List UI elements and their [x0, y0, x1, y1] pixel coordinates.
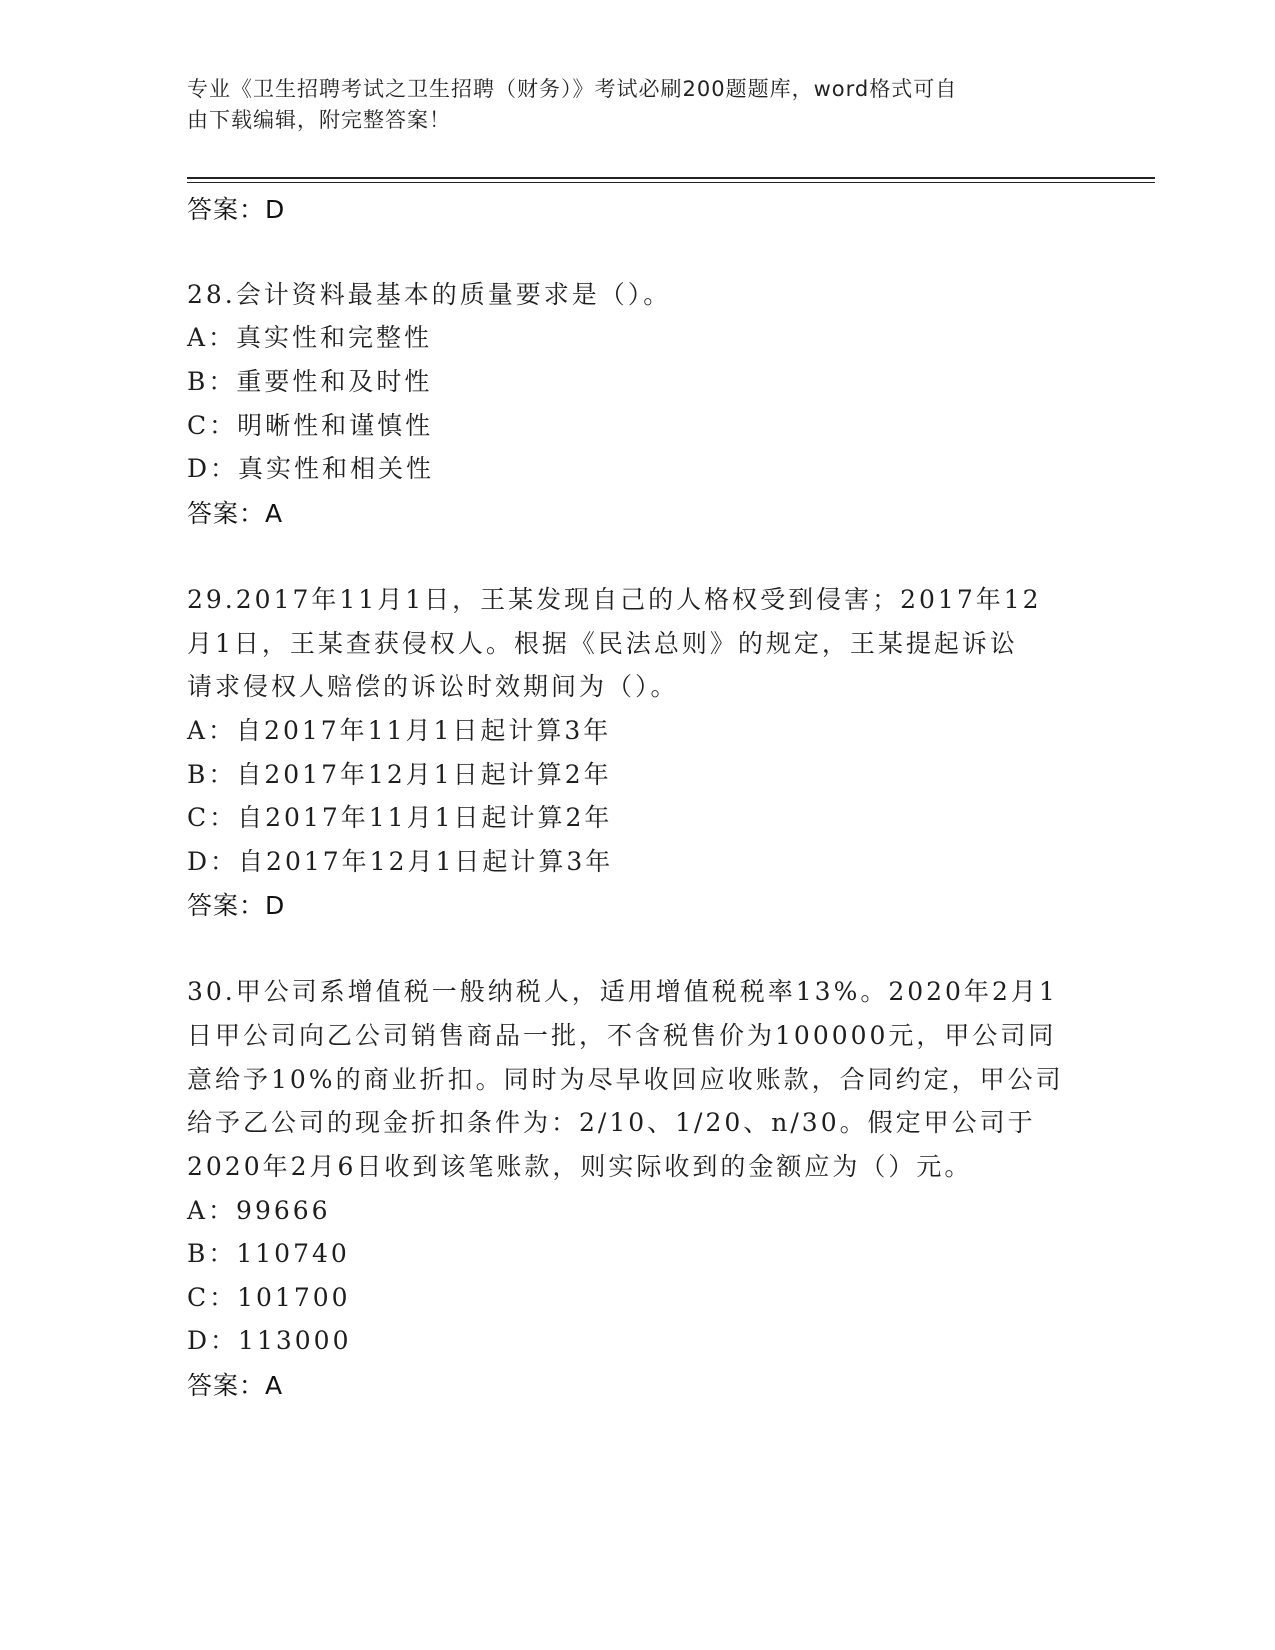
question-29-stem-line-1: 29.2017年11月1日，王某发现自己的人格权受到侵害；2017年12 [187, 585, 1042, 614]
question-30-option-d: D：113000 [187, 1326, 352, 1355]
question-30-option-c: C：101700 [187, 1283, 351, 1312]
question-30-stem-line-4: 给予乙公司的现金折扣条件为：2/10、1/20、n/30。假定甲公司于 [187, 1108, 1036, 1137]
question-30-stem-line-2: 日甲公司向乙公司销售商品一批，不含税售价为100000元，甲公司同 [187, 1021, 1057, 1050]
question-30-stem-line-3: 意给予10%的商业折扣。同时为尽早收回应收账款，合同约定，甲公司 [187, 1065, 1064, 1094]
question-29-option-b: B：自2017年12月1日起计算2年 [187, 760, 612, 789]
question-28-stem: 28.会计资料最基本的质量要求是（）。 [187, 280, 672, 309]
header-line-2: 由下载编辑，附完整答案！ [187, 108, 451, 132]
question-30-stem-line-1: 30.甲公司系增值税一般纳税人，适用增值税税率13%。2020年2月1 [187, 977, 1058, 1006]
answer-27: 答案：D [187, 195, 286, 224]
header-line-1: 专业《卫生招聘考试之卫生招聘（财务）》考试必刷200题题库，word格式可自 [187, 77, 958, 101]
question-30-option-b: B：110740 [187, 1239, 350, 1268]
question-29-stem-line-2: 月1日，王某查获侵权人。根据《民法总则》的规定，王某提起诉讼 [187, 629, 1018, 658]
header-divider-thick [187, 177, 1155, 179]
question-29-option-d: D：自2017年12月1日起计算3年 [187, 847, 614, 876]
question-28-option-b: B：重要性和及时性 [187, 367, 433, 396]
question-29-stem-line-3: 请求侵权人赔偿的诉讼时效期间为（）。 [187, 672, 679, 701]
answer-30: 答案：A [187, 1371, 284, 1400]
header-divider-thin [187, 182, 1155, 183]
document-header [187, 74, 1087, 136]
question-28-option-a: A：真实性和完整性 [187, 323, 433, 352]
answer-29: 答案：D [187, 891, 286, 920]
question-29-option-a: A：自2017年11月1日起计算3年 [187, 716, 612, 745]
question-28-option-c: C：明晰性和谨慎性 [187, 411, 434, 440]
answer-28: 答案：A [187, 499, 284, 528]
question-30-stem-line-5: 2020年2月6日收到该笔账款，则实际收到的金额应为（）元。 [187, 1152, 973, 1181]
question-28-option-d: D：真实性和相关性 [187, 454, 435, 483]
question-30-option-a: A：99666 [187, 1196, 331, 1225]
question-29-option-c: C：自2017年11月1日起计算2年 [187, 803, 613, 832]
